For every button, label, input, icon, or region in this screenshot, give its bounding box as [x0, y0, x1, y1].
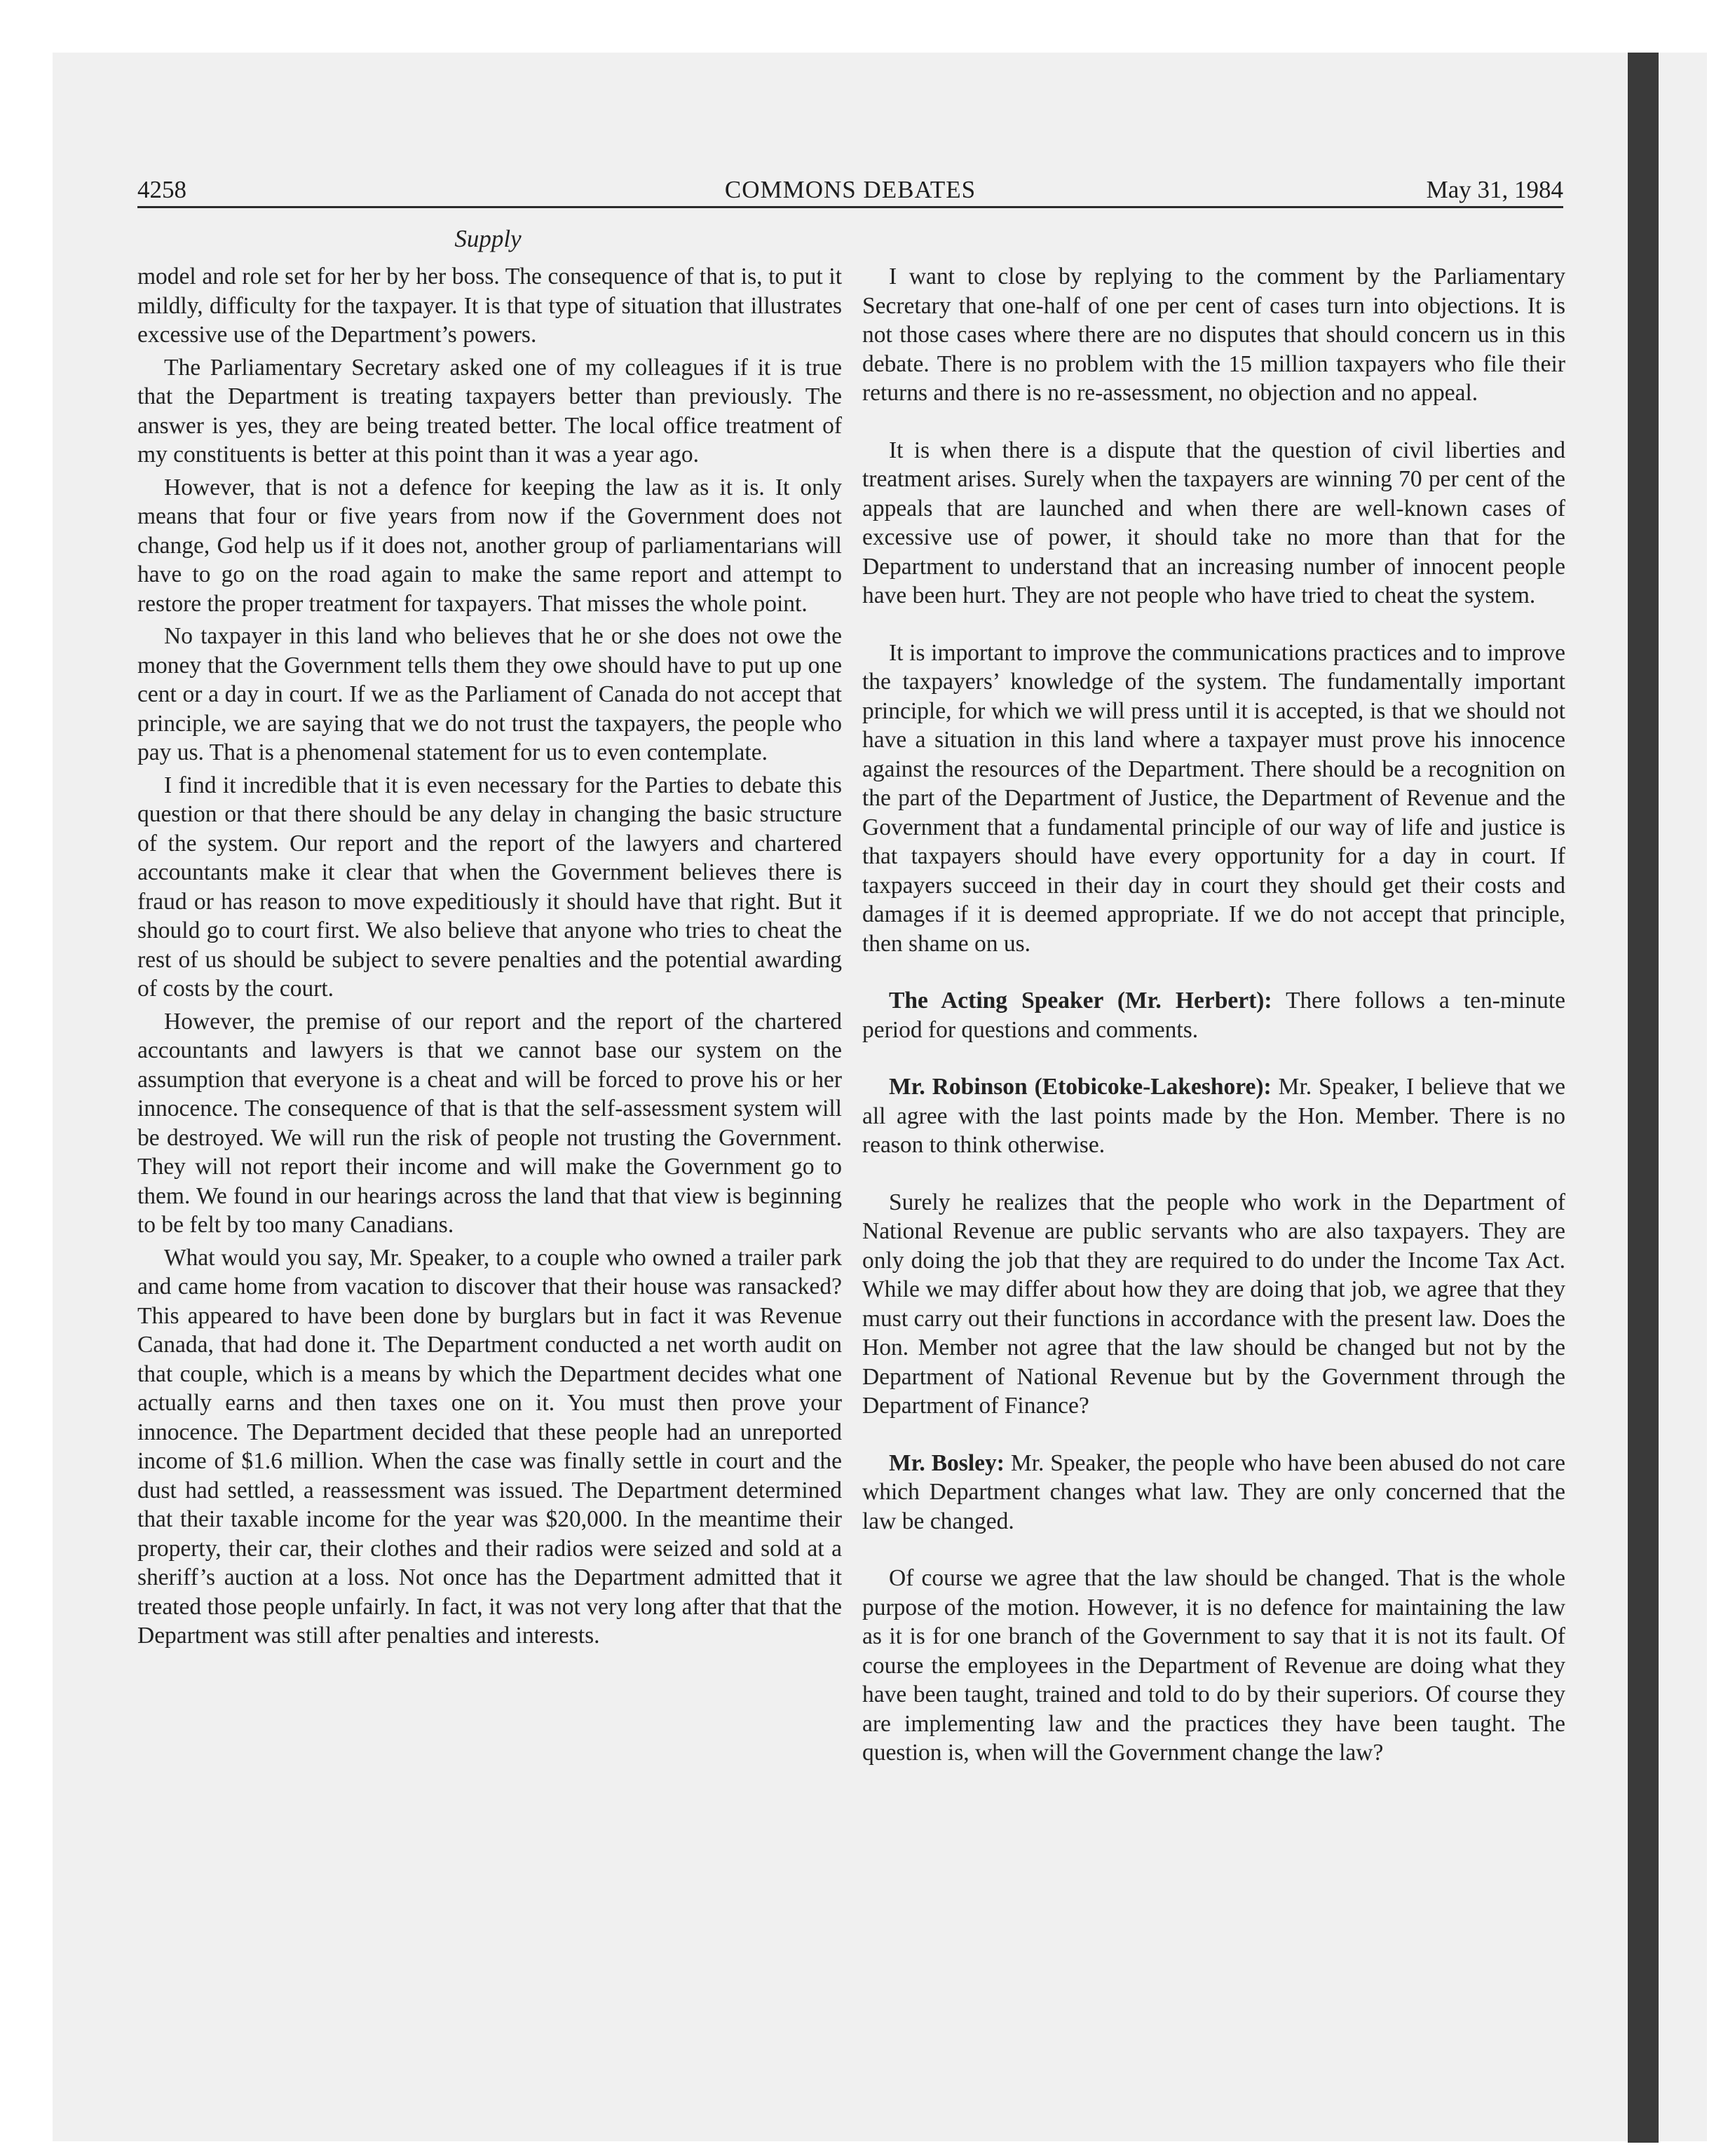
speaker-name: Mr. Bosley:: [889, 1449, 1005, 1476]
scan-edge-shadow: [1628, 53, 1659, 2143]
paragraph: [862, 436, 1565, 610]
paragraph: What would you say, Mr. Speaker, to a couple who owned a trailer park and came home from vacation to discover that their house was ransacked? This appeared to have been done by burglars but in fact it was Revenue Canada, that had done it. The Department conducted a net worth audit on that couple, which is a means by which the Department decides what one actually earns and then taxes one on it. You must then prove your innocence. The Department decided that these people had an unreported income of $1.6 million. When the case was finally settle in court and the dust had settled, a reassessment was issued. The Department determined that their taxable income for the year was $20,000. In the meantime their property, their car, their clothes and their radios were seized and sold at a sheriff’s auction at a loss. Not once has the Department admitted that it treated those people unfairly. In fact, it was not very long after that that the Department was still after penalties and interests.: [137, 1244, 842, 1649]
paragraph-text: Surely he realizes that the people who work in the Department of National Revenue are public servants who are also taxpayers. They are only doing the job that they are required to do under the Income Tax Act. While we may differ about how they are doing that job, we agree that they must carry out their functions in accordance with the present law. Does the Hon. Member not agree that the law should be changed but not by the Department of National Revenue but by the Government through the Department of Finance?: [862, 1189, 1565, 1419]
paragraph: [862, 1188, 1565, 1421]
paragraph: No taxpayer in this land who believes that he or she does not owe the money that the Government tells them they owe should have to put up one cent or a day in court. If we as the Parliament of Canada do not accept that principle, we are saying that we do not trust the taxpayers, the people who pay us. That is a phenomenal statement for us to even contemplate.: [137, 623, 842, 765]
publication-date: May 31, 1984: [1426, 176, 1563, 203]
paragraph: However, that is not a defence for keeping the law as it is. It only means that four or five years from now if the Government does not change, God help us if it does not, another group of parliamentarians will have to go on the road again to make the same report and attempt to restore the proper treatment for taxpayers. That misses the whole point.: [137, 474, 842, 617]
header-rule: [137, 206, 1563, 208]
paragraph: I find it incredible that it is even necessary for the Parties to debate this question or that there should be any delay in changing the basic structure of the system. Our report and the report of the lawyers and chartered accountants make it clear that when the Government believes there is fraud or has reason to move expeditiously it should have that right. But it should go to court first. We also believe that anyone who tries to cheat the rest of us should be subject to severe penalties and the potential awarding of costs by the court.: [137, 772, 842, 1002]
paragraph-text: I want to close by replying to the comment by the Parliamentary Secretary that one-half of one per cent of cases turn into objections. It is not those cases where there are no disputes that should concern us in this debate. There is no problem with the 15 million taxpayers who file their returns and there is no re-assessment, no objection and no appeal.: [862, 264, 1565, 406]
paragraph: [862, 262, 1565, 408]
speaker-name: Mr. Robinson (Etobicoke-Lakeshore):: [889, 1074, 1272, 1100]
paragraph: [862, 1564, 1565, 1768]
paragraph-text: It is when there is a dispute that the question of civil liberties and treatment arises. Surely when the taxpayers are winning 70 per cent of the appeals that are launched and when there are well-known cases of excessive use of power, it should take no more than that for the Department to understand that an increasing number of innocent people have been hurt. They are not people who have tried to cheat the system.: [862, 437, 1565, 608]
paragraph: However, the premise of our report and the report of the chartered accountants and lawyers is that we cannot base our system on the assumption that everyone is a cheat and will be forced to prove his or her innocence. The consequence of that is that the self-assessment system will be destroyed. We will run the risk of people not trusting the Government. They will not report their income and will make the Government go to them. We found in our hearings across the land that that view is beginning to be felt by too many Canadians.: [137, 1008, 842, 1238]
paragraph: model and role set for her by her boss. The consequence of that is, to put it mildly, difficulty for the taxpayer. It is that type of situation that illustrates excessive use of the Department’s powers.: [137, 264, 842, 348]
paragraph: [862, 1449, 1565, 1536]
paragraph: [862, 639, 1565, 959]
paragraph: [862, 986, 1565, 1044]
paragraph-text: Mr. Speaker, I believe that we all agree with the last points made by the Hon. Member. There is no reason to think otherwise.: [862, 1074, 1565, 1158]
paragraph: [862, 1072, 1565, 1160]
paragraph-text: Of course we agree that the law should be changed. That is the whole purpose of the motion. However, it is no defence for maintaining the law as it is for one branch of the Government to say that it is not its fault. Of course the employees in the Department of Revenue are doing what they have been taught, trained and told to do by their superiors. Of course they are implementing law and the practices they have been taught. The question is, when will the Government change the law?: [862, 1565, 1565, 1766]
paragraph-text: Mr. Speaker, the people who have been abused do not care which Department changes what law. They are only concerned that the law be changed.: [862, 1449, 1566, 1534]
speaker-name: The Acting Speaker (Mr. Herbert):: [889, 988, 1272, 1014]
paragraph-text: There follows a ten-minute period for questions and comments.: [862, 988, 1565, 1043]
right-column: [862, 262, 1565, 1796]
left-column: [137, 262, 842, 1654]
publication-title: COMMONS DEBATES: [724, 176, 977, 203]
page-number: 4258: [137, 176, 186, 203]
paragraph-text: It is important to improve the communications practices and to improve the taxpayers’ knowledge of the system. The fundamentally important principle, for which we will press until it is accepted, is that we should not have a situation in this land where a taxpayer must prove his innocence against the resources of the Department. There should be a recognition on the part of the Department of Justice, the Department of Revenue and the Government that a fundamental principle of our way of life and justice is that taxpayers should have every opportunity for a day in court. If taxpayers succeed in their day in court they should get their costs and damages if it is deemed appropriate. If we do not accept that principle, then shame on us.: [862, 639, 1565, 957]
page-header: [137, 174, 1563, 206]
paragraph: The Parliamentary Secretary asked one of my colleagues if it is true that the Department is treating taxpayers better than previously. The answer is yes, they are being treated better. The local office treatment of my constituents is better at this point than it was a year ago.: [137, 354, 842, 468]
section-heading: Supply: [454, 225, 522, 252]
